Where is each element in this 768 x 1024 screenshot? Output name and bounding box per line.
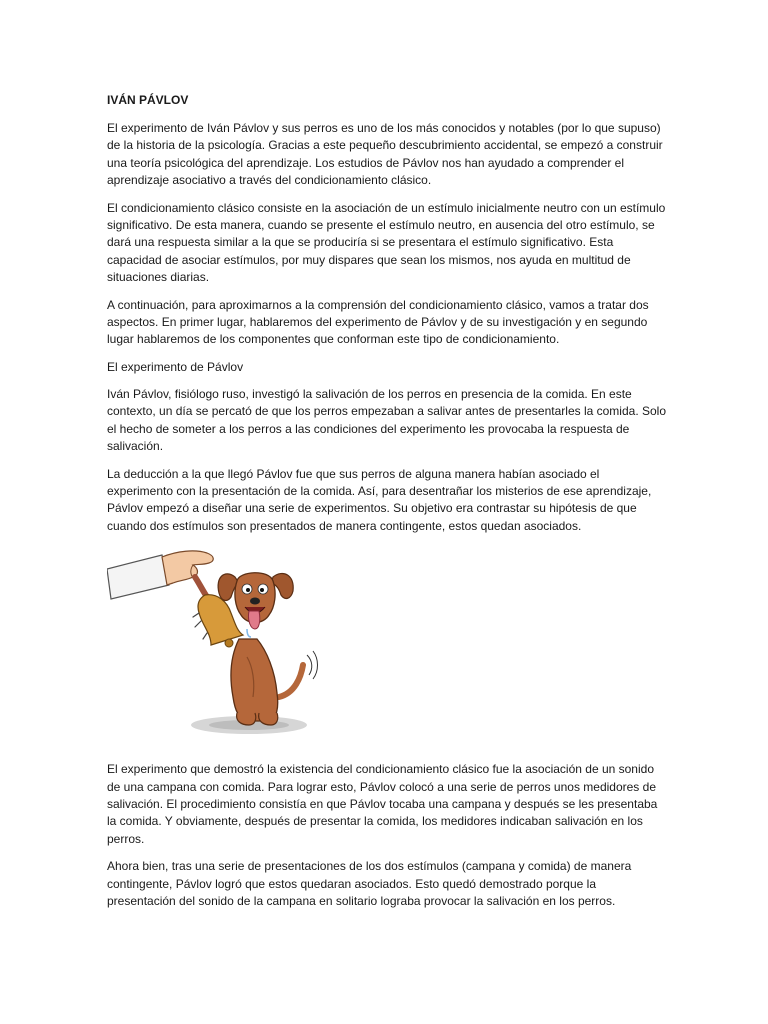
paragraph-intro: El experimento de Iván Pávlov y sus perros es uno de los más conocidos y notables (por lo que supuso) de la historia de la psicología. Gracias a este pequeño descubrimiento accidental, se empezó a construir una teoría psicológica del aprendizaje. Los estudios de Pávlov nos han ayudado a comprender el aprendizaje asociativo a través del condicionamiento clásico. [107,121,663,188]
paragraph-deduccion: La deducción a la que llegó Pávlov fue que sus perros de alguna manera habían asociado el experimento con la presentación de la comida. Así, para desentrañar los misterios de ese aprendizaje, Pávlov empezó a diseñar una serie de experimentos. Su objetivo era contrastar su hipótesis de que cuando dos estímulos son presentados de manera contingente, estos quedan asociados. [107,466,652,533]
dog-tongue [248,611,259,629]
paragraph-condicionamiento: El condicionamiento clásico consiste en la asociación de un estímulo inicialmente neutro con un estímulo significativo. De esta manera, cuando se presente el estímulo neutro, en ausencia del otro estímulo, se dará una respuesta similar a la que se produciría si se presentara el estímulo significativo. Esta capacidad de asociar estímulos, por muy dispares que sean los mismos, nos ayuda en multitud de situaciones diarias. [107,200,666,285]
paragraph-experimento-campana: El experimento que demostró la existencia del condicionamiento clásico fue la asociación de un sonido de una campana con comida. Para lograr esto, Pávlov colocó a una serie de perros unos medidores de salivación. El procedimiento consistía en que Pávlov tocaba una campana y después se les presentaba la comida. Y obviamente, después de presentar la comida, los medidores indicaban salivación en los perros. [107,762,658,846]
hand [162,551,213,585]
section-subheading: El experimento de Pávlov [107,359,244,374]
document-title: IVÁN PÁVLOV [107,93,189,107]
paragraph-aproximacion: A continuación, para aproximarnos a la comprensión del condicionamiento clásico, vamos a tratar dos aspectos. En primer lugar, hablaremos del experimento de Pávlov y de su investigación y en segundo lugar hablaremos de los componentes que conforman este tipo de condicionamiento. [107,297,649,347]
document-page [107,92,667,920]
dog-nose [250,598,260,605]
hand-ringing-bell-dog-salivating-icon [107,547,337,743]
paragraph-salivacion: Iván Pávlov, fisiólogo ruso, investigó la salivación de los perros en presencia de la comida. En este contexto, un día se percató de que los perros empezaban a salivar antes de presentarles la comida. Solo el hecho de someter a los perros a las condiciones del experimento les provocaba la respuesta de salivación. [107,386,667,454]
sleeve [107,555,169,599]
dog-body [231,639,278,721]
dog-tail [279,665,303,697]
bell-handle [195,577,207,597]
bell-clapper [225,639,233,647]
paragraph-asociacion: Ahora bien, tras una serie de presentaciones de los dos estímulos (campana y comida) de manera contingente, Pávlov logró que estos quedaran asociados. Esto quedó demostrado porque la presentación del sonido de la campana en solitario lograba provocar la salivación en los perros. [107,859,632,908]
